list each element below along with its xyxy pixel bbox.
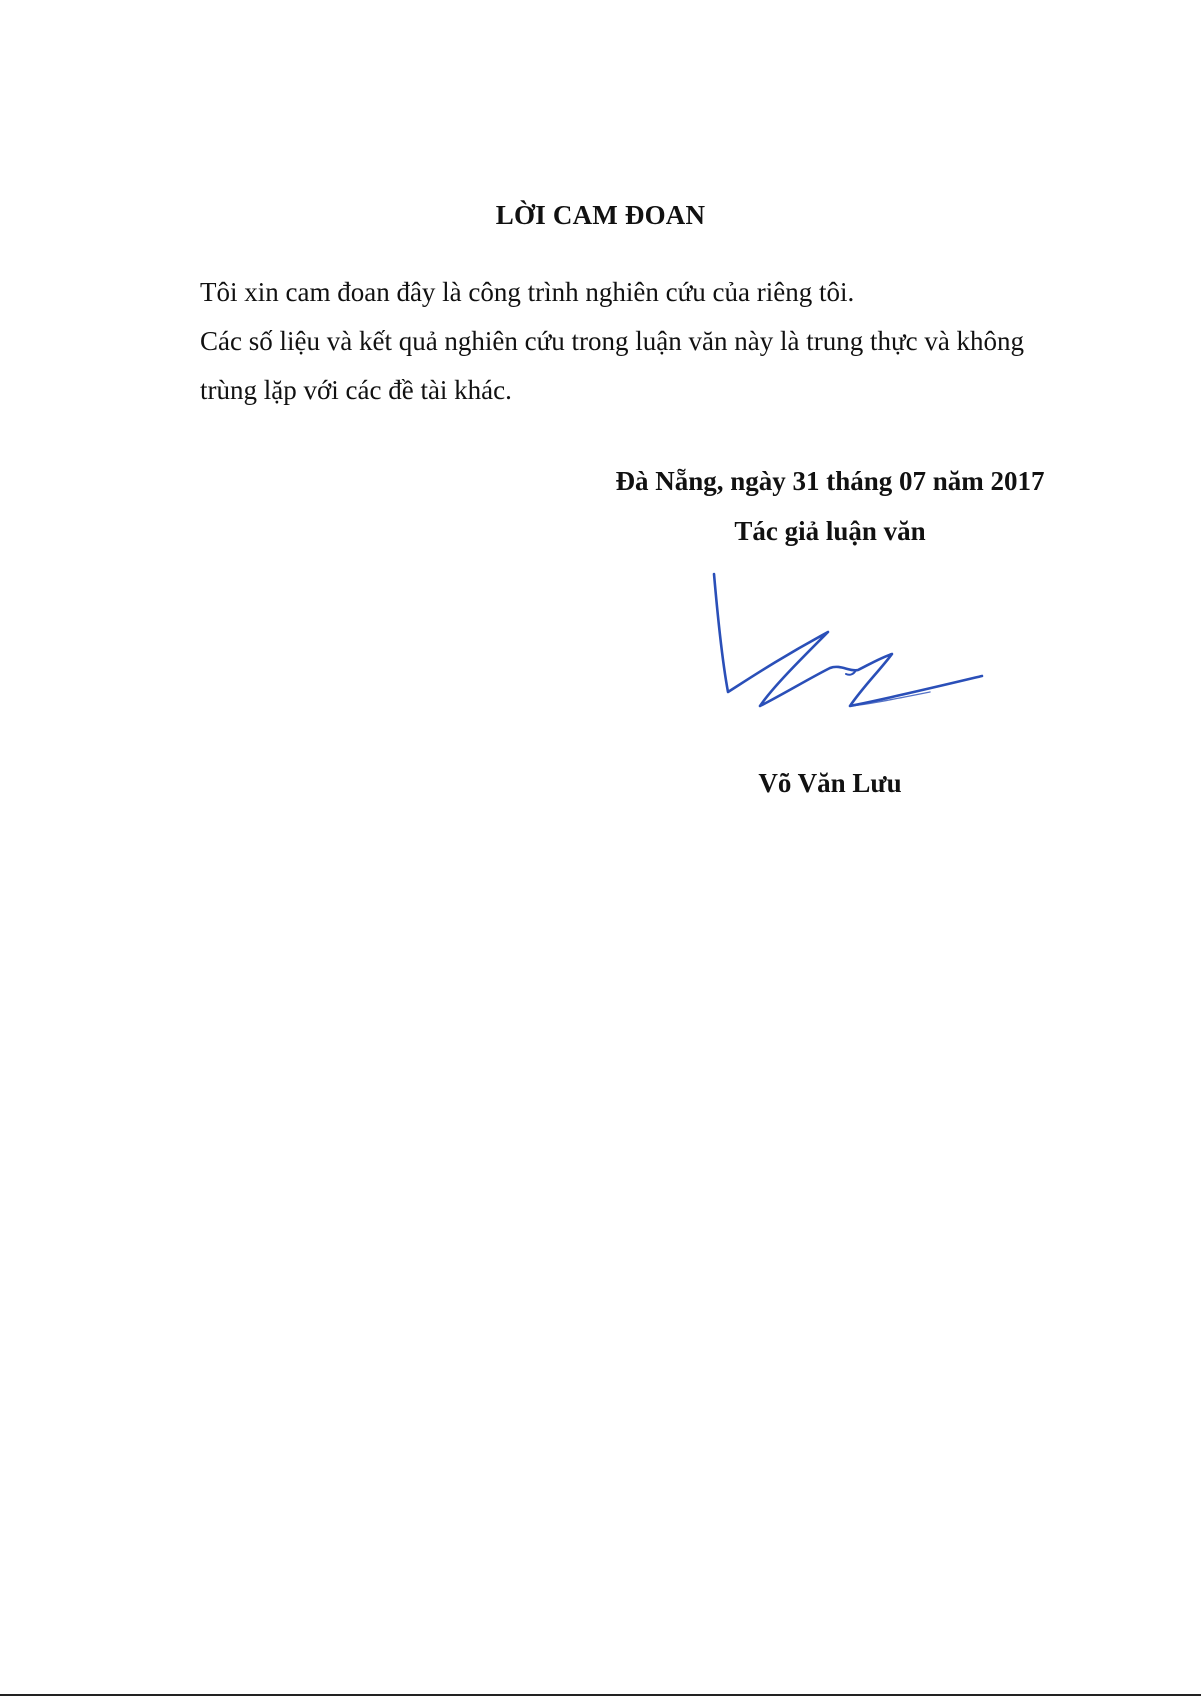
page-title: LỜI CAM ĐOAN <box>495 200 706 230</box>
signature-icon <box>700 560 1000 760</box>
declaration-paragraph: Tôi xin cam đoan đây là công trình nghiên cứu của riêng tôi. <box>200 277 855 307</box>
declaration-body <box>200 268 1070 415</box>
place-date: Đà Nẵng, ngày 31 tháng 07 năm 2017 <box>615 466 1045 496</box>
declaration-paragraph: Các số liệu và kết quả nghiên cứu trong luận văn này là trung thực và không trùng lặp với các đề tài khác. <box>200 326 1025 405</box>
page-bottom-divider <box>0 1694 1201 1696</box>
author-name: Võ Văn Lưu <box>758 768 902 798</box>
author-role-label: Tác giả luận văn <box>734 516 926 546</box>
